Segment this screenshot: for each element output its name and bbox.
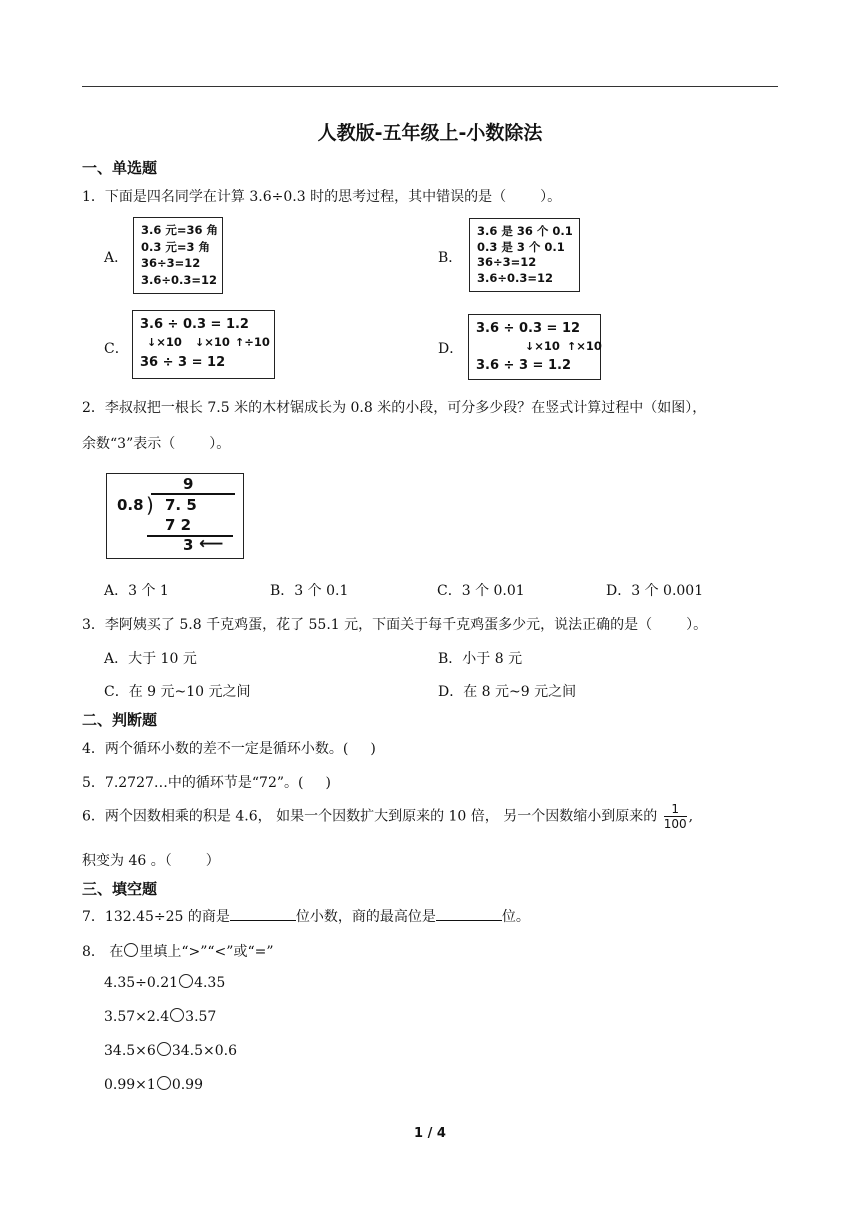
question-6-line-2: [82, 850, 220, 870]
question-8-stem: [82, 941, 274, 961]
q1c-arrow-2: ↓×10: [195, 335, 230, 349]
question-7-text-a: 7．132.45÷25 的商是: [82, 909, 230, 925]
question-8-text-a: 8． 在: [82, 944, 124, 960]
q2-arrow-left-icon: ⟵: [199, 534, 224, 554]
question-2-text: 余数“3”表示（: [82, 436, 176, 452]
question-7-text-c: 位。: [501, 909, 530, 925]
question-2-end: ）。: [209, 436, 231, 452]
q6-fraction-denominator: 100: [663, 817, 687, 831]
q1c-arrow-1: ↓×10: [147, 335, 182, 349]
q1b-line-4: 3.6÷0.3=12: [477, 271, 554, 285]
q8-item-3-right: 34.5×0.6: [171, 1043, 237, 1059]
q8-item-2-circle[interactable]: [170, 1008, 184, 1022]
q2-option-a: A．3 个 1: [104, 583, 169, 599]
q7-blank-1[interactable]: [230, 906, 296, 921]
q8-item-4: [104, 1076, 203, 1093]
q2-divisor: 0.8: [117, 496, 144, 514]
q8-item-1-left: 4.35÷0.21: [104, 975, 179, 991]
q1-option-d-label: D．: [438, 341, 464, 357]
question-1-text: 1．下面是四名同学在计算 3.6÷0.3 时的思考过程，其中错误的是（: [82, 189, 507, 205]
q2-bracket: ): [146, 493, 154, 517]
question-7: [82, 906, 530, 926]
question-5-end: ): [325, 775, 331, 791]
q1d-arrow-2: ↑×10: [567, 339, 602, 353]
question-1-end: ）。: [540, 189, 562, 205]
q3-option-d: D．在 8 元~9 元之间: [438, 684, 577, 700]
q1-option-b-figure: [469, 218, 580, 292]
q8-item-4-circle[interactable]: [157, 1076, 171, 1090]
question-3-text: 3．李阿姨买了 5.8 千克鸡蛋，花了 55.1 元，下面关于每千克鸡蛋多少元，说法正确的是（: [82, 617, 653, 633]
q1a-line-4: 3.6÷0.3=12: [141, 273, 218, 287]
q7-blank-2[interactable]: [436, 906, 502, 921]
q1c-mult-1: ×10: [156, 335, 182, 349]
q1-option-b-label: B．: [438, 250, 463, 266]
q8-item-3-left: 34.5×6: [104, 1043, 156, 1059]
question-2-line-2: [82, 433, 230, 453]
q6-fraction: [664, 802, 687, 831]
question-7-text-b: 位小数，商的最高位是: [295, 909, 436, 925]
page-number: 1 / 4: [414, 1126, 446, 1141]
q1b-line-1: 3.6 是 36 个 0.1: [477, 224, 573, 238]
q6-fraction-numerator: 1: [664, 802, 687, 817]
q2-long-division-figure: [106, 473, 244, 559]
q2-quotient: 9: [183, 475, 194, 493]
question-5-text: 5．7.2727…中的循环节是“72”。(: [82, 775, 304, 791]
q1b-line-3: 36÷3=12: [477, 255, 537, 269]
question-4-text: 4．两个循环小数的差不一定是循环小数。(: [82, 741, 349, 757]
q2-option-b: B．3 个 0.1: [270, 583, 349, 599]
section-heading-true-false: 二、判断题: [82, 711, 158, 729]
q2-dividend: 7. 5: [165, 496, 197, 514]
q1d-arrow-1: ↓×10: [525, 339, 560, 353]
q2-option-d: D．3 个 0.001: [606, 583, 704, 599]
q1c-div-3: ÷10: [244, 335, 270, 349]
circle-icon: [124, 943, 138, 957]
q1a-line-1: 3.6 元=36 角: [141, 223, 219, 237]
q1c-top: 3.6 ÷ 0.3 = 1.2: [140, 317, 249, 332]
q3-option-c: C．在 9 元~10 元之间: [104, 684, 251, 700]
q1d-mult-1: ×10: [534, 339, 560, 353]
q1a-line-2: 0.3 元=3 角: [141, 240, 211, 254]
question-6-end: ）: [205, 853, 220, 869]
question-6-text-2: 积变为 46 。（: [82, 853, 172, 869]
q8-item-4-right: 0.99: [171, 1077, 203, 1093]
q2-division-bar: [151, 493, 235, 495]
q8-item-2-left: 3.57×2.4: [104, 1009, 170, 1025]
q1d-top: 3.6 ÷ 0.3 = 12: [476, 321, 581, 336]
q8-item-3: [104, 1042, 237, 1059]
q1c-mult-2: ×10: [204, 335, 230, 349]
q1-option-a-figure: [133, 217, 223, 294]
question-3-stem: [82, 614, 707, 634]
q1d-mult-2: ×10: [576, 339, 602, 353]
q8-item-4-left: 0.99×1: [104, 1077, 156, 1093]
q2-remainder: 3: [183, 536, 194, 554]
section-heading-single-choice: 一、单选题: [82, 159, 158, 177]
question-6-text: 6．两个因数相乘的积是 4.6， 如果一个因数扩大到原来的 10 倍， 另一个因数缩小到原来的: [82, 808, 658, 825]
q1d-bottom: 3.6 ÷ 3 = 1.2: [476, 358, 571, 373]
q3-option-b: B．小于 8 元: [438, 651, 523, 667]
q1-option-a-label: A．: [104, 250, 129, 266]
question-5: [82, 772, 331, 792]
q1b-line-2: 0.3 是 3 个 0.1: [477, 240, 565, 254]
question-4-end: ): [370, 741, 376, 757]
question-6-line-1: [82, 802, 693, 831]
question-8-text-b: 里填上“>”“<”或“=”: [139, 944, 274, 960]
q6-comma: ,: [688, 808, 694, 825]
q1a-line-3: 36÷3=12: [141, 256, 201, 270]
question-2-line-1: 2．李叔叔把一根长 7.5 米的木材锯成长为 0.8 米的小段，可分多少段？在竖式计算过程中（如图），: [82, 400, 707, 416]
question-1-stem: [82, 186, 561, 206]
q8-item-1-circle[interactable]: [179, 974, 193, 988]
question-4: [82, 738, 376, 758]
question-3-end: ）。: [686, 617, 708, 633]
q2-option-c: C．3 个 0.01: [437, 583, 525, 599]
q8-item-2: [104, 1008, 216, 1025]
q8-item-2-right: 3.57: [185, 1009, 217, 1025]
q8-item-1: [104, 974, 225, 991]
q1c-arrow-3: ↑÷10: [235, 335, 270, 349]
q1-option-c-label: C．: [104, 341, 129, 357]
header-rule: [82, 86, 778, 87]
q1c-bottom: 36 ÷ 3 = 12: [140, 355, 226, 370]
q3-option-a: A．大于 10 元: [104, 651, 197, 667]
q1-option-c-figure: [132, 310, 275, 379]
q1-option-d-figure: [468, 314, 601, 380]
q2-product: 7 2: [165, 516, 192, 534]
q8-item-1-right: 4.35: [194, 975, 226, 991]
page-title: 人教版-五年级上-小数除法: [317, 122, 543, 144]
q8-item-3-circle[interactable]: [157, 1042, 171, 1056]
section-heading-fill-blank: 三、填空题: [82, 880, 158, 898]
